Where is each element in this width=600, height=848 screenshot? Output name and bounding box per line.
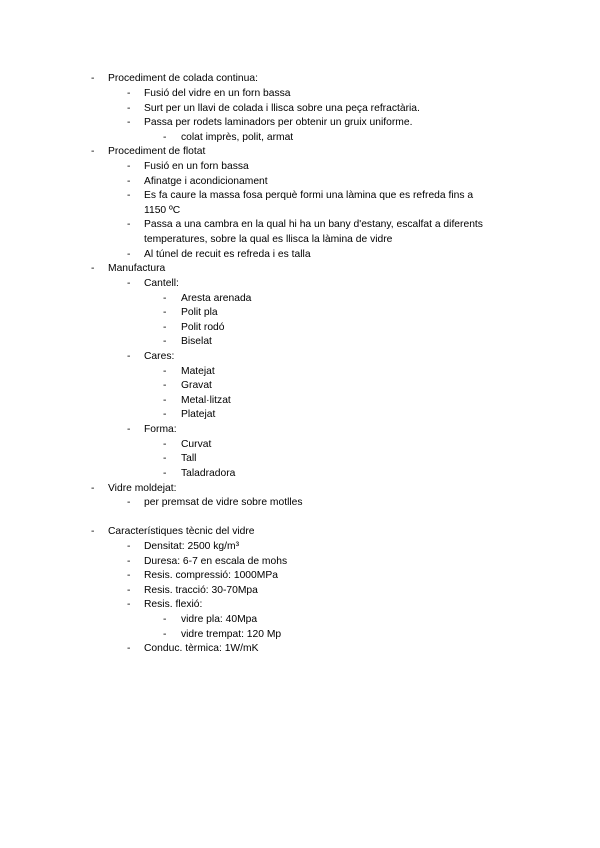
list-bullet: -	[127, 219, 131, 230]
list-item-text: vidre trempat: 120 Mp	[181, 629, 282, 640]
list-item-text: Fusió en un forn bassa	[144, 161, 249, 172]
list-item-text: Característiques tècnic del vidre	[108, 526, 255, 537]
list-item-text: colat imprès, polit, armat	[181, 132, 294, 143]
list-bullet: -	[163, 380, 167, 391]
list-bullet: -	[127, 556, 131, 567]
list-bullet: -	[163, 629, 167, 640]
list-bullet: -	[127, 103, 131, 114]
list-bullet: -	[127, 541, 131, 552]
list-bullet: -	[163, 322, 167, 333]
list-bullet: -	[163, 336, 167, 347]
list-bullet: -	[163, 132, 167, 143]
list-bullet: -	[163, 307, 167, 318]
list-item-text: Matejat	[181, 366, 215, 377]
list-bullet: -	[127, 117, 131, 128]
list-item-text: Vidre moldejat:	[108, 483, 177, 494]
list-item-text: Procediment de colada continua:	[108, 73, 258, 84]
list-item-text: Procediment de flotat	[108, 146, 206, 157]
list-bullet: -	[163, 409, 167, 420]
list-item-text: Aresta arenada	[181, 293, 252, 304]
list-bullet: -	[91, 483, 95, 494]
list-item-text: Forma:	[144, 424, 177, 435]
list-bullet: -	[163, 453, 167, 464]
list-bullet: -	[163, 468, 167, 479]
list-item-text: Curvat	[181, 439, 212, 450]
list-bullet: -	[91, 73, 95, 84]
list-item-text: Cares:	[144, 351, 175, 362]
list-bullet: -	[127, 161, 131, 172]
list-item-text: Passa a una cambra en la qual hi ha un bany d'estany, escalfat a diferents	[144, 219, 483, 230]
list-bullet: -	[163, 614, 167, 625]
list-item-text: Duresa: 6-7 en escala de mohs	[144, 556, 288, 567]
list-bullet: -	[127, 88, 131, 99]
list-bullet: -	[127, 570, 131, 581]
list-item-text: Afinatge i acondicionament	[144, 176, 268, 187]
list-item-text: Conduc. tèrmica: 1W/mK	[144, 643, 259, 654]
list-item-text: per premsat de vidre sobre motlles	[144, 497, 303, 508]
list-item-text: Metal·litzat	[181, 395, 231, 406]
list-item-text: Manufactura	[108, 263, 166, 274]
list-item-text: Resis. compressió: 1000MPa	[144, 570, 278, 581]
list-item-text: Polit pla	[181, 307, 218, 318]
list-item-text: Surt per un llavi de colada i llisca sobre una peça refractària.	[144, 103, 420, 114]
list-bullet: -	[127, 249, 131, 260]
list-item-text: temperatures, sobre la qual es llisca la làmina de vidre	[144, 234, 393, 245]
list-item-text: Passa per rodets laminadors per obtenir un gruix uniforme.	[144, 117, 413, 128]
list-item-text: Resis. tracció: 30-70Mpa	[144, 585, 258, 596]
list-bullet: -	[127, 176, 131, 187]
list-bullet: -	[127, 599, 131, 610]
list-bullet: -	[127, 497, 131, 508]
list-item-text: Fusió del vidre en un forn bassa	[144, 88, 291, 99]
list-item-text: Biselat	[181, 336, 212, 347]
list-item-text: Taladradora	[181, 468, 236, 479]
list-bullet: -	[127, 351, 131, 362]
list-item-text: Platejat	[181, 409, 216, 420]
list-bullet: -	[163, 439, 167, 450]
list-item-text: Densitat: 2500 kg/m³	[144, 541, 240, 552]
list-item-text: Es fa caure la massa fosa perquè formi una làmina que es refreda fins a	[144, 190, 474, 201]
list-bullet: -	[163, 366, 167, 377]
list-item-text: Gravat	[181, 380, 212, 391]
list-bullet: -	[127, 278, 131, 289]
list-bullet: -	[127, 643, 131, 654]
list-bullet: -	[163, 293, 167, 304]
list-item-text: Resis. flexió:	[144, 599, 203, 610]
list-bullet: -	[127, 424, 131, 435]
list-bullet: -	[163, 395, 167, 406]
list-bullet: -	[127, 190, 131, 201]
list-item-text: 1150 ºC	[144, 205, 181, 216]
list-item-text: vidre pla: 40Mpa	[181, 614, 258, 625]
list-bullet: -	[91, 263, 95, 274]
list-bullet: -	[127, 585, 131, 596]
list-item-text: Polit rodó	[181, 322, 225, 333]
list-item-text: Tall	[181, 453, 197, 464]
list-bullet: -	[91, 146, 95, 157]
list-item-text: Cantell:	[144, 278, 179, 289]
list-bullet: -	[91, 526, 95, 537]
list-item-text: Al túnel de recuit es refreda i es talla	[144, 249, 311, 260]
